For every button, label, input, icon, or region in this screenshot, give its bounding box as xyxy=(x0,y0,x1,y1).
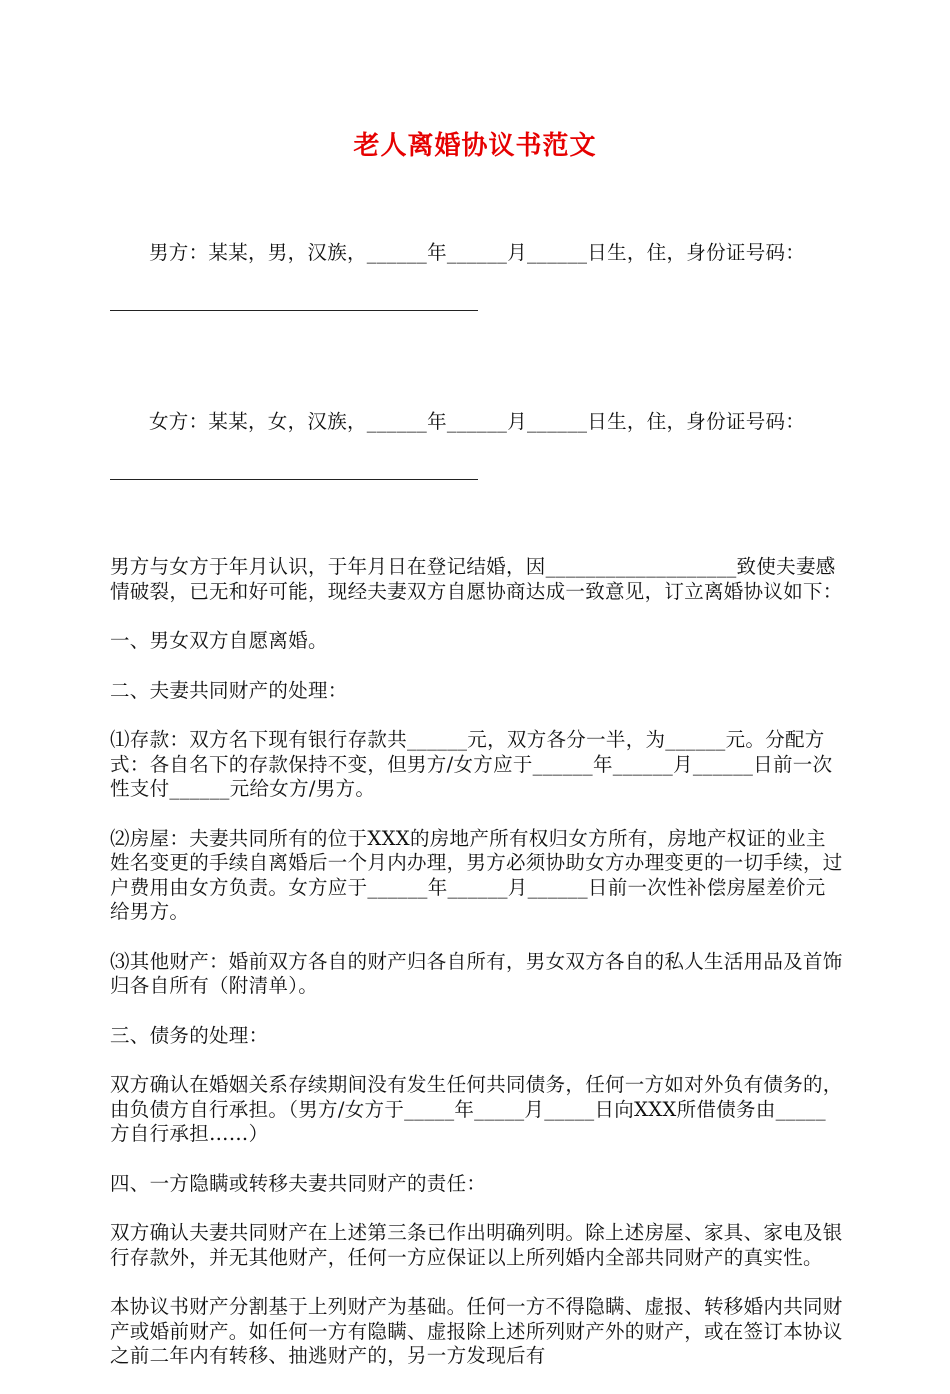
section-1-heading: 一、男女双方自愿离婚。 xyxy=(110,629,328,652)
man-id-blank-line xyxy=(110,292,478,311)
intro-paragraph: 男方与女方于年月认识，于年月日在登记结婚，因___________________致使夫妻感情破裂，已无和好可能，现经夫妻双方自愿协商达成一致意见，订立离婚协议如下： xyxy=(110,555,843,603)
deposit-item: ⑴存款：双方名下现有银行存款共______元，双方各分一半，为______元。分配方式：各自名下的存款保持不变，但男方/女方应于______年______月______日前一次性支付______元给女方/男方。 xyxy=(110,728,833,800)
other-property-item: ⑶其他财产：婚前双方各自的财产归各自所有，男女双方各自的私人生活用品及首饰归各自所有（附清单）。 xyxy=(110,949,843,997)
woman-info-paragraph xyxy=(110,386,845,530)
man-info-text: 男方：某某，男，汉族，______年______月______日生，住，身份证号码： xyxy=(149,240,806,264)
document-body xyxy=(110,216,845,1394)
man-info-paragraph xyxy=(110,216,845,360)
basis-paragraph: 本协议书财产分割基于上列财产为基础。任何一方不得隐瞒、虚报、转移婚内共同财产或婚前财产。如任何一方有隐瞒、虚报除上述所列财产外的财产，或在签订本协议之前二年内有转移、抽逃财产的，另一方发现后有 xyxy=(110,1295,843,1367)
house-item: ⑵房屋：夫妻共同所有的位于XXX的房地产所有权归女方所有，房地产权证的业主姓名变更的手续自离婚后一个月内办理，男方必须协助女方办理变更的一切手续，过户费用由女方负责。女方应于______年______月______日前一次性补偿房屋差价元给男方。 xyxy=(110,826,843,923)
page-title: 老人离婚协议书范文 xyxy=(353,131,597,161)
debt-paragraph: 双方确认在婚姻关系存续期间没有发生任何共同债务，任何一方如对外负有债务的，由负债方自行承担。（男方/女方于_____年_____月_____日向XXX所借债务由_____方自行承担……） xyxy=(110,1073,843,1145)
confirm-paragraph: 双方确认夫妻共同财产在上述第三条已作出明确列明。除上述房屋、家具、家电及银行存款外，并无其他财产，任何一方应保证以上所列婚内全部共同财产的真实性。 xyxy=(110,1221,843,1269)
section-3-heading: 三、债务的处理： xyxy=(110,1023,269,1047)
woman-info-text: 女方：某某，女，汉族，______年______月______日生，住，身份证号码： xyxy=(149,410,806,433)
section-2-heading: 二、夫妻共同财产的处理： xyxy=(110,678,348,702)
woman-id-blank-line xyxy=(110,461,478,480)
section-4-heading: 四、一方隐瞒或转移夫妻共同财产的责任： xyxy=(110,1171,487,1195)
